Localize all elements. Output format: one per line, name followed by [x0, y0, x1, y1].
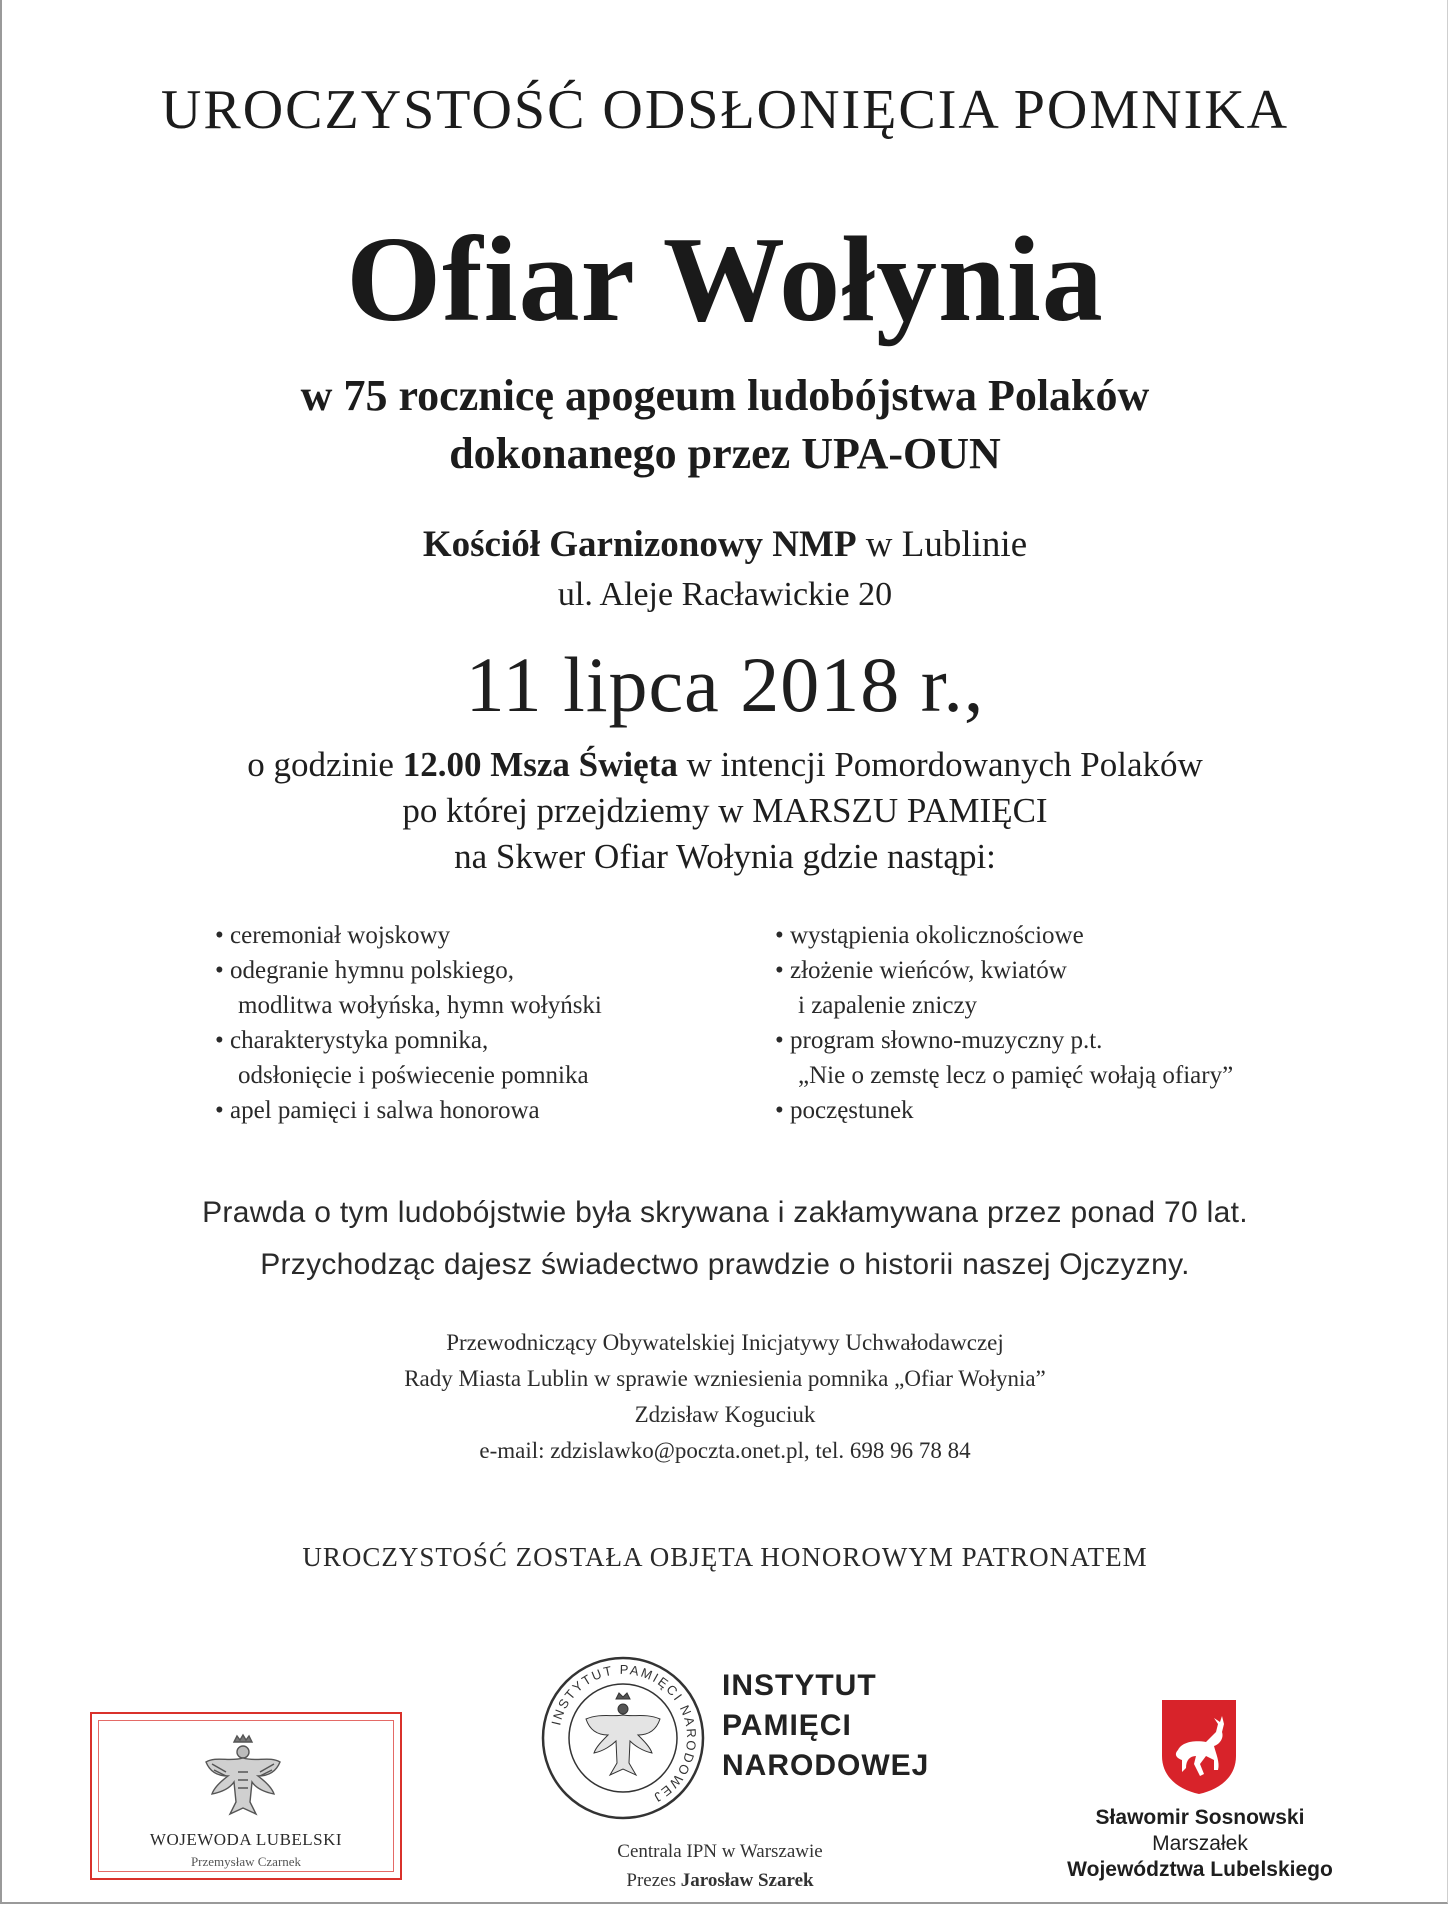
- patronage-heading: UROCZYSTOŚĆ ZOSTAŁA OBJĘTA HONOROWYM PATRONATEM: [302, 1542, 1148, 1572]
- program-intro-line-3: na Skwer Ofiar Wołynia gdzie nastąpi:: [454, 837, 996, 876]
- ipn-name-line-3: NARODOWEJ: [722, 1749, 930, 1782]
- event-title: Ofiar Wołynia: [346, 212, 1104, 347]
- program-list-right: [775, 918, 1233, 1128]
- marszalek-region: Województwa Lubelskiego: [1067, 1858, 1333, 1881]
- event-heading: UROCZYSTOŚĆ ODSŁONIĘCIA POMNIKA: [160, 79, 1290, 141]
- venue-line: [0, 523, 1450, 566]
- wojewoda-person: Przemysław Czarnek: [190, 1854, 302, 1869]
- list-item: odsłonięcie i poświecenie pomnika: [238, 1062, 589, 1089]
- intro-prefix: o godzinie: [247, 745, 403, 784]
- organizer-contact: e-mail: zdzislawko@poczta.onet.pl, tel. 698 96 78 84: [479, 1438, 971, 1463]
- list-item: • odegranie hymnu polskiego,: [215, 957, 514, 984]
- subtitle-line-2: dokonanego przez UPA-OUN: [449, 429, 1001, 478]
- lublin-coat-of-arms-icon: [1160, 1698, 1238, 1796]
- ipn-caption-2: [560, 1870, 880, 1892]
- ipn-name-line-2: PAMIĘCI: [722, 1709, 852, 1742]
- list-item: • apel pamięci i salwa honorowa: [215, 1097, 540, 1124]
- organizer-title-1: Przewodniczący Obywatelskiej Inicjatywy Uchwałodawczej: [446, 1330, 1004, 1355]
- marszalek-name: Sławomir Sosnowski: [1095, 1806, 1305, 1829]
- venue-address: ul. Aleje Racławickie 20: [557, 576, 893, 613]
- ipn-name-line-1: INSTYTUT: [722, 1669, 877, 1702]
- ipn-president-label: Prezes: [626, 1870, 681, 1891]
- list-item: • charakterystyka pomnika,: [215, 1027, 489, 1054]
- mass-time: 12.00 Msza Święta: [402, 745, 678, 784]
- svg-text:INSTYTUT PAMIĘCI NARODOWEJ: INSTYTUT PAMIĘCI NARODOWEJ: [548, 1661, 700, 1806]
- message-line-2: Przychodząc dajesz świadectwo prawdzie o historii naszej Ojczyzny.: [260, 1248, 1190, 1281]
- list-item: • wystąpienia okolicznościowe: [775, 922, 1084, 949]
- list-item: • poczęstunek: [775, 1097, 914, 1124]
- list-item: modlitwa wołyńska, hymn wołyński: [238, 992, 602, 1019]
- wojewoda-title: WOJEWODA LUBELSKI: [149, 1830, 343, 1849]
- list-item: • program słowno-muzyczny p.t.: [775, 1027, 1103, 1054]
- marszalek-role: Marszałek: [1152, 1832, 1248, 1855]
- wojewoda-logo: [90, 1712, 402, 1880]
- event-date: 11 lipca 2018 r.,: [465, 641, 985, 728]
- venue-city: w Lublinie: [856, 524, 1028, 565]
- intro-suffix: w intencji Pomordowanych Polaków: [677, 745, 1203, 784]
- ipn-caption-1: Centrala IPN w Warszawie: [617, 1841, 823, 1862]
- program-list-left: [215, 918, 602, 1128]
- list-item: • złożenie wieńców, kwiatów: [775, 957, 1067, 984]
- ipn-name: [722, 1666, 929, 1786]
- list-item: • ceremoniał wojskowy: [215, 922, 451, 949]
- ipn-president-name: Jarosław Szarek: [680, 1870, 814, 1891]
- list-item: „Nie o zemstę lecz o pamięć wołają ofiary”: [798, 1062, 1234, 1089]
- eagle-emblem-icon: [200, 1732, 286, 1822]
- subtitle-line-1: w 75 rocznicę apogeum ludobójstwa Polaków: [300, 371, 1150, 420]
- organizer-name: Zdzisław Koguciuk: [634, 1402, 816, 1427]
- venue-church: Kościół Garnizonowy NMP: [422, 524, 857, 565]
- organizer-title-2: Rady Miasta Lublin w sprawie wzniesienia pomnika „Ofiar Wołynia”: [404, 1366, 1046, 1391]
- ipn-seal-icon: [540, 1655, 706, 1821]
- program-intro-line-1: [0, 745, 1450, 785]
- program-intro-line-2: po której przejdziemy w MARSZU PAMIĘCI: [402, 791, 1048, 830]
- list-item: i zapalenie zniczy: [798, 992, 978, 1019]
- message-line-1: Prawda o tym ludobójstwie była skrywana i zakłamywana przez ponad 70 lat.: [202, 1196, 1248, 1229]
